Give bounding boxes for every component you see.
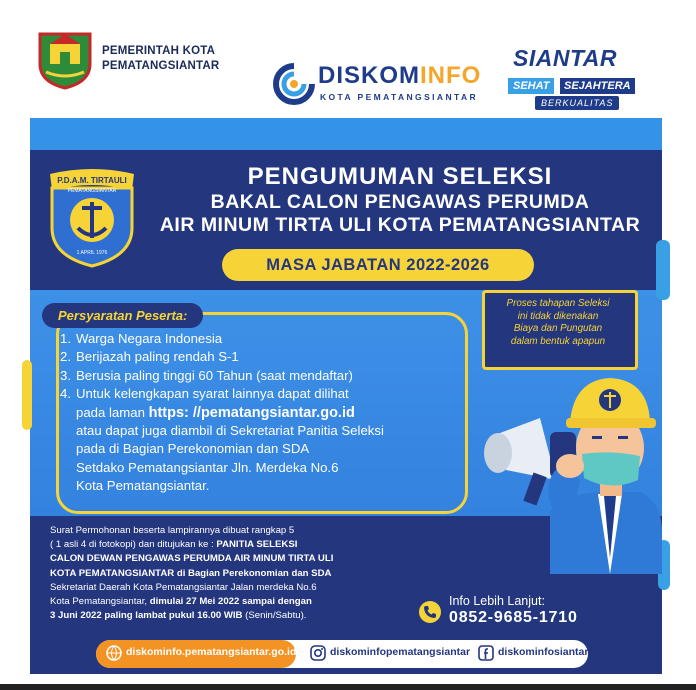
list-item-continuation bbox=[60, 422, 470, 440]
free-notice-line4: dalam bentuk apapun bbox=[510, 335, 606, 347]
submission-text bbox=[50, 524, 430, 623]
list-item bbox=[60, 367, 470, 385]
government-name-line1: PEMERINTAH KOTA bbox=[102, 45, 216, 57]
list-item-text: Berijazah paling rendah S-1 bbox=[76, 349, 239, 365]
free-notice-text bbox=[486, 298, 630, 348]
list-item-text: Untuk kelengkapan syarat lainnya dapat dilihat bbox=[76, 386, 349, 402]
list-item bbox=[60, 330, 470, 348]
pdam-date-text: 1 APRIL 1976 bbox=[76, 250, 108, 256]
announcement-subtitle-2: AIR MINUM TIRTA ULI KOTA PEMATANGSIANTAR bbox=[159, 214, 641, 236]
instagram-handle[interactable]: diskominfopematangsiantar bbox=[330, 646, 471, 658]
announcement-subtitle-1: BAKAL CALON PENGAWAS PERUMDA bbox=[210, 191, 590, 213]
announcement-title: PENGUMUMAN SELEKSI bbox=[247, 163, 553, 190]
web-icon bbox=[106, 645, 122, 661]
list-item-continuation bbox=[60, 477, 470, 495]
facebook-icon bbox=[478, 645, 494, 661]
diskominfo-subtitle: KOTA PEMATANGSIANTAR bbox=[320, 92, 479, 102]
list-item-number: 3. bbox=[60, 367, 71, 383]
decor-accent-left bbox=[22, 360, 32, 430]
siantar-logo-title: SIANTAR bbox=[513, 45, 618, 71]
decor-accent-right bbox=[656, 240, 670, 300]
list-item-number: 1. bbox=[60, 331, 71, 346]
government-name-line2: PEMATANGSIANTAR bbox=[102, 60, 220, 72]
website-link[interactable]: https: //pematangsiantar.go.id bbox=[148, 404, 355, 421]
free-notice-line2: ini tidak dikenakan bbox=[517, 310, 599, 322]
submission-line7: 3 Juni 2022 paling lambat pukul 16.00 WIB (Senin/Sabtu). bbox=[50, 610, 307, 622]
contact-phone[interactable]: 0852-9685-1710 bbox=[449, 609, 578, 626]
government-name bbox=[102, 44, 219, 74]
siantar-sejahtera: SEJAHTERA bbox=[560, 78, 635, 94]
list-item-continuation bbox=[60, 440, 470, 458]
submission-line5: Sekretariat Daerah Kota Pematangsiantar Jalan merdeka No.6 bbox=[50, 581, 317, 593]
requirements-label: Persyaratan Peserta: bbox=[42, 303, 203, 328]
siantar-sehat: SEHAT bbox=[508, 78, 554, 94]
pdam-top-text: P.D.A.M. TIRTAULI bbox=[57, 176, 127, 185]
item4-line5: Setdako Pematangsiantar Jln. Merdeka No.6 bbox=[76, 459, 339, 475]
siantar-berkualitas: BERKUALITAS bbox=[535, 96, 619, 110]
submission-line6: Kota Pematangsiantar, dimulai 27 Mei 2022 sampai dengan bbox=[50, 596, 312, 608]
officer-megaphone-illustration bbox=[470, 362, 662, 574]
submission-line3: CALON DEWAN PENGAWAS PERUMDA AIR MINUM TIRTA ULI bbox=[50, 553, 334, 565]
diskominfo-info: INFO bbox=[420, 62, 482, 89]
list-item-text: Berusia paling tinggi 60 Tahun (saat mendaftar) bbox=[76, 367, 353, 383]
free-notice-line3: Biaya dan Pungutan bbox=[513, 323, 603, 334]
requirements-list bbox=[60, 330, 470, 496]
diskominfo-main: DISKOM bbox=[318, 62, 420, 89]
list-item bbox=[60, 385, 470, 403]
phone-icon bbox=[418, 600, 442, 624]
list-item-continuation bbox=[60, 459, 470, 477]
list-item-text: Warga Negara Indonesia bbox=[76, 331, 223, 346]
item4-prefix: pada laman bbox=[76, 404, 145, 420]
bottom-edge bbox=[0, 684, 696, 690]
item4-line3: atau dapat juga diambil di Sekretariat Panitia Seleksi bbox=[76, 423, 384, 439]
submission-line2: ( 1 asli 4 di fotokopi) dan ditujukan ke : PANITIA SELEKSI bbox=[50, 539, 298, 551]
website-text[interactable]: diskominfo.pematangsiantar.go.id bbox=[126, 646, 297, 658]
instagram-icon bbox=[310, 645, 326, 661]
item4-line4: pada di Bagian Perekonomian dan SDA bbox=[76, 441, 310, 457]
item4-line6: Kota Pematangsiantar. bbox=[76, 478, 210, 494]
pdam-emblem-icon bbox=[46, 168, 138, 268]
submission-line1: Surat Permohonan beserta lampirannya dibuat rangkap 5 bbox=[50, 525, 295, 536]
diskominfo-name bbox=[318, 62, 481, 90]
contact-label: Info Lebih Lanjut: bbox=[449, 594, 545, 608]
free-notice-line1: Proses tahapan Seleksi bbox=[506, 298, 610, 309]
list-item-continuation bbox=[60, 404, 470, 422]
list-item bbox=[60, 348, 470, 366]
term-period-badge: MASA JABATAN 2022-2026 bbox=[222, 249, 534, 281]
facebook-handle[interactable]: diskominfosiantar bbox=[498, 646, 589, 658]
pdam-sub-text: PEMATANGSIANTAR bbox=[67, 188, 117, 194]
list-item-number: 4. bbox=[60, 386, 71, 402]
diskominfo-logo-icon bbox=[272, 62, 316, 106]
list-item-number: 2. bbox=[60, 349, 71, 365]
submission-line4: KOTA PEMATANGSIANTAR di Bagian Perekonomian dan SDA bbox=[50, 567, 332, 579]
city-emblem-icon bbox=[36, 28, 94, 90]
